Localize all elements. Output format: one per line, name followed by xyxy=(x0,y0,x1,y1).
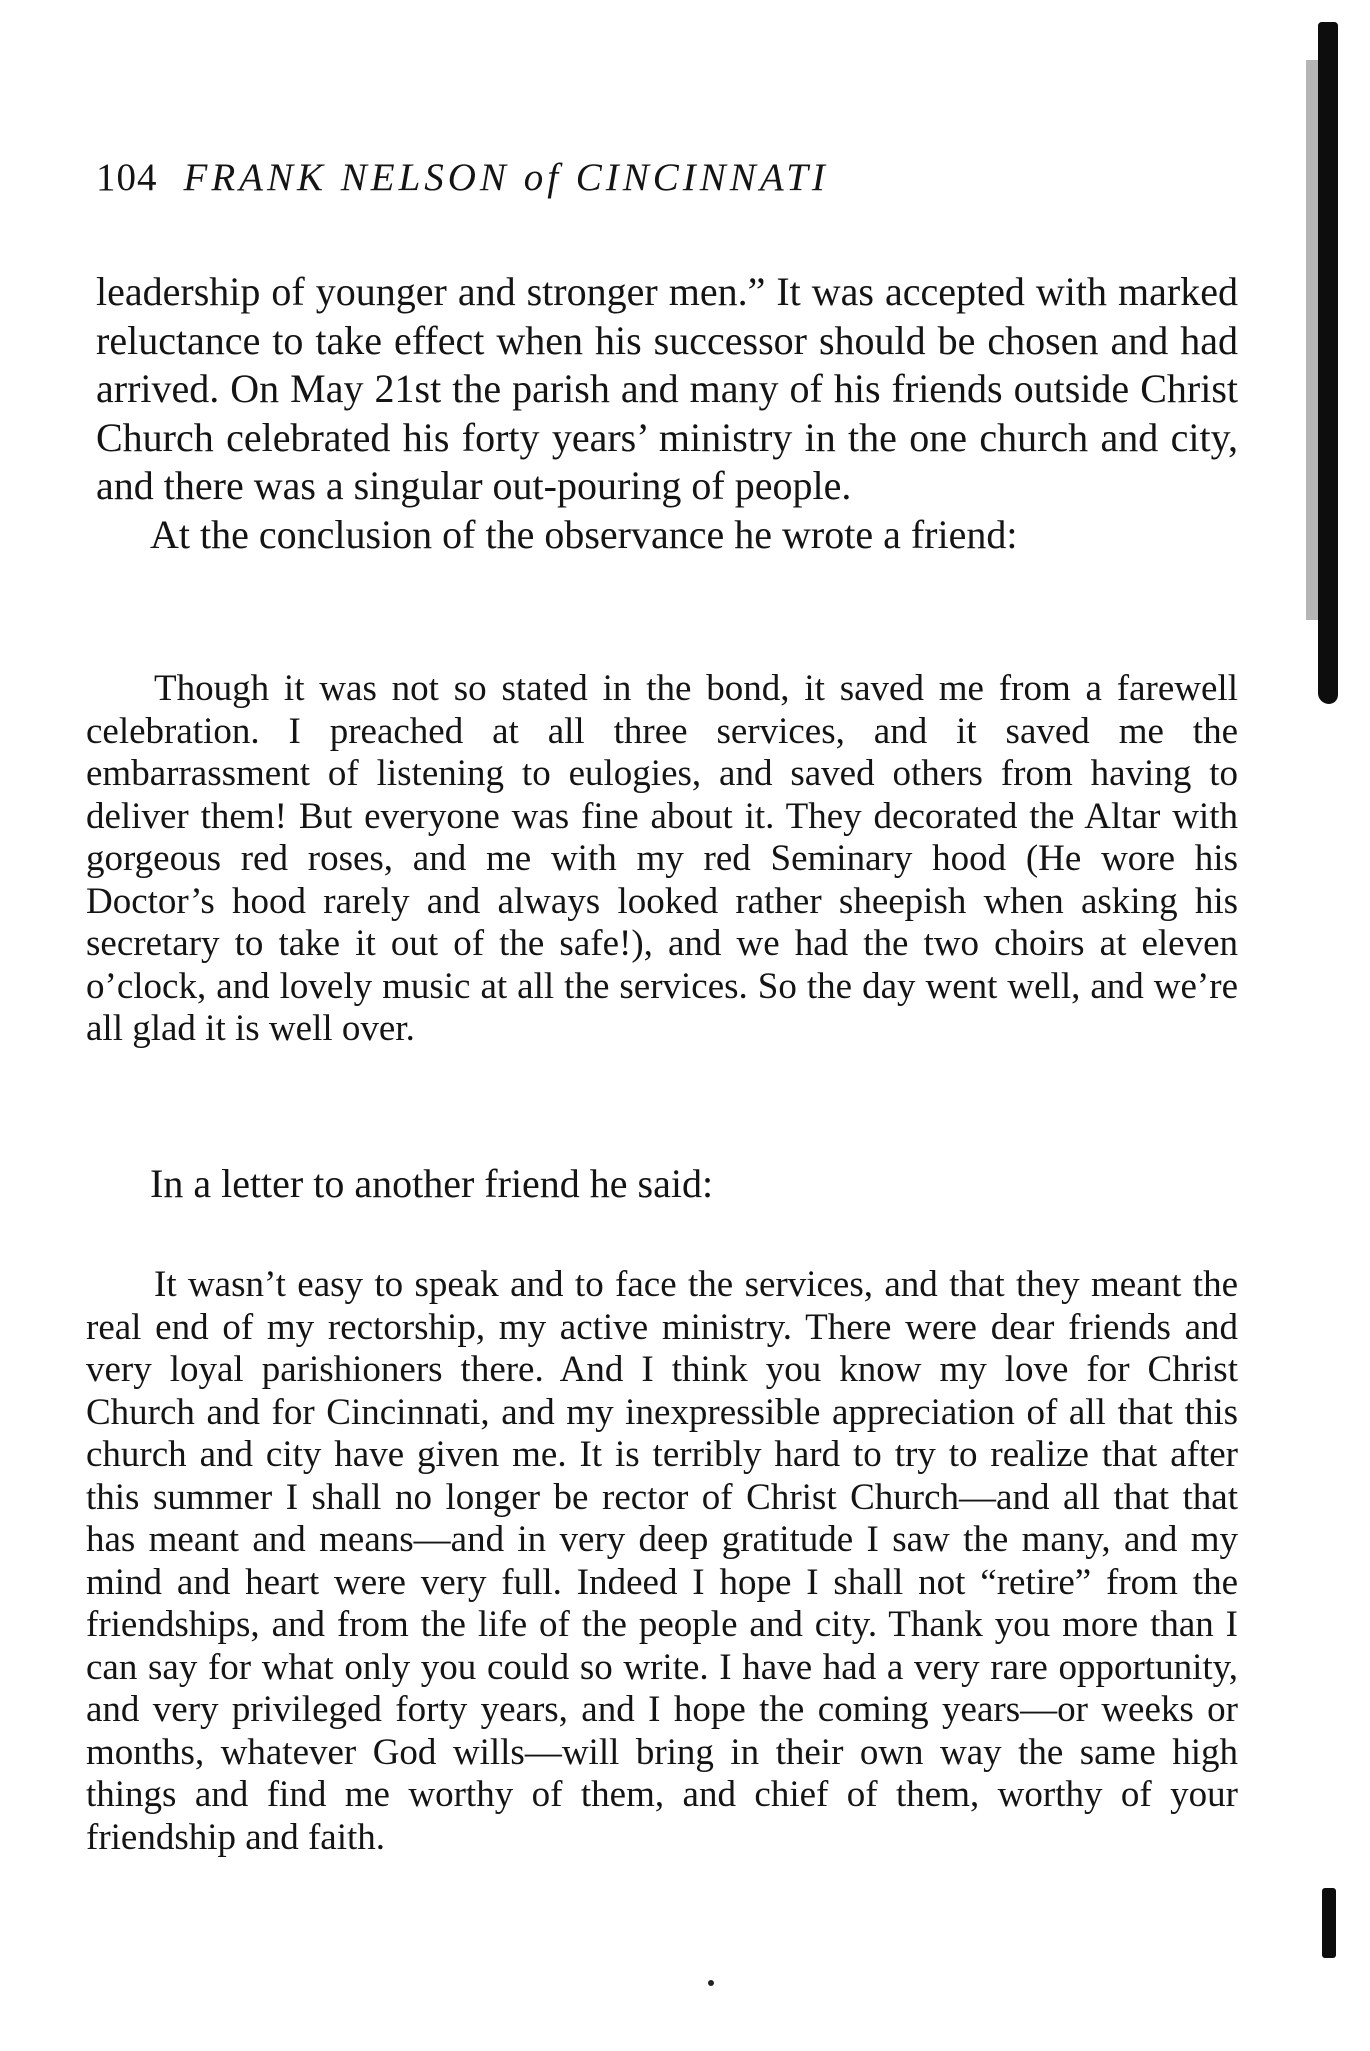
stray-mark xyxy=(708,1980,714,1986)
letter-quote-2 xyxy=(86,1264,1238,1859)
running-head xyxy=(96,158,829,197)
opening-paragraph-block xyxy=(96,268,1238,559)
paragraph-conclusion: At the conclusion of the observance he wrote a friend: xyxy=(150,511,1018,557)
letter-quote-1 xyxy=(86,668,1238,1051)
intro-second-letter xyxy=(96,1160,1238,1209)
paragraph-another-friend: In a letter to another friend he said: xyxy=(150,1161,714,1206)
quote-farewell-celebration: Though it was not so stated in the bond, it saved me from a farewell celebration. I preached at all three services, and it saved me the embarrassment of listening to eulogies, and saved others from having to deliver them! But everyone was fine about it. They decorated the Altar with gorgeous red roses, and me with my red Seminary hood (He wore his Doctor’s hood rarely and always looked rather sheepish when asking his secretary to take it out of the safe!), and we had the two choirs at eleven o’clock, and lovely music at all the services. So the day went well, and we’re all glad it is well over. xyxy=(86,668,1238,1049)
scan-shadow-upper-fade xyxy=(1306,60,1318,620)
scan-shadow-lower xyxy=(1322,1888,1336,1958)
paragraph-leadership: leadership of younger and stronger men.” It was accepted with marked reluctance to take effect when his successor should be chosen and had arrived. On May 21st the parish and many of his friends outside Christ Church celebrated his forty years’ ministry in the one church and city, and there was a singular out-pouring of people. xyxy=(96,269,1238,508)
scan-shadow-upper xyxy=(1318,22,1338,704)
quote-rectorship: It wasn’t easy to speak and to face the services, and that they meant the real end of my rectorship, my active ministry. There were dear friends and very loyal parishioners there. And I think you know my love for Christ Church and for Cincinnati, and my inexpressible appreciation of all that this church and city have given me. It is terribly hard to try to realize that after this summer I shall no longer be rector of Christ Church—and all that that has meant and means—and in very deep gratitude I saw the many, and my mind and heart were very full. Indeed I hope I shall not “retire” from the friendships, and from the life of the people and city. Thank you more than I can say for what only you could so write. I have had a very rare opportunity, and very privileged forty years, and I hope the coming years—or weeks or months, whatever God wills—will bring in their own way the same high things and find me worthy of them, and chief of them, worthy of your friendship and faith. xyxy=(86,1264,1238,1858)
page-number: 104 xyxy=(96,156,158,199)
book-title: FRANK NELSON of CINCINNATI xyxy=(183,156,829,199)
